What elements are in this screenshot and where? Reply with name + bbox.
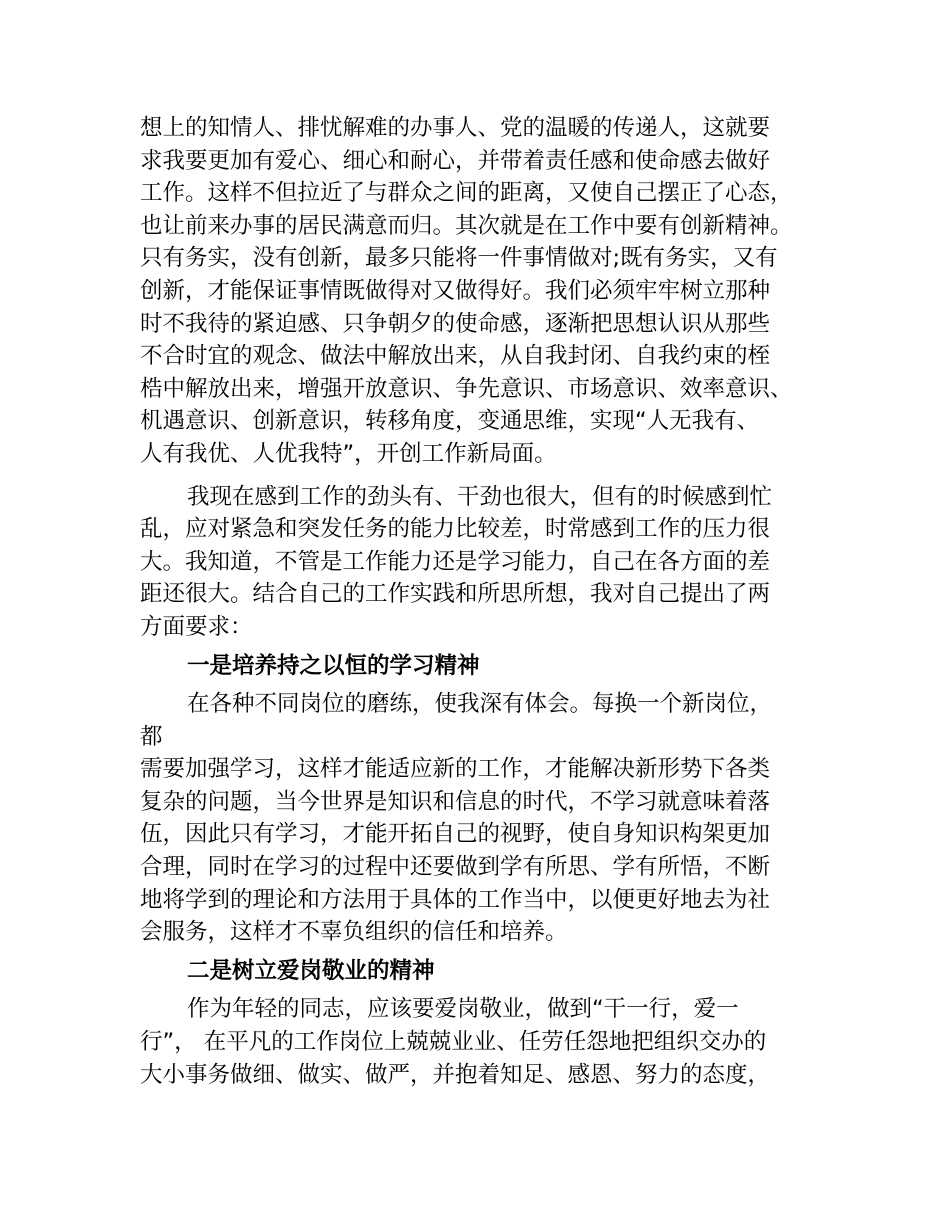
text-line: 合理，同时在学习的过程中还要做到学有所思、学有所悟，不断 xyxy=(140,854,771,881)
text-line: 只有务实，没有创新，最多只能将一件事情做对;既有务实，又有 xyxy=(140,245,778,272)
text-line: 会服务，这样才不辜负组织的信任和培养。 xyxy=(140,919,568,946)
paragraph-4 xyxy=(140,993,810,1091)
text-line: 创新，才能保证事情既做得对又做得好。我们必须牢牢树立那种 xyxy=(140,277,771,304)
text-line: 梏中解放出来，增强开放意识、争先意识、市场意识、效率意识、 xyxy=(140,375,793,402)
text-line: 需要加强学习，这样才能适应新的工作，才能解决新形势下各类 xyxy=(140,756,771,783)
text-line: 都 xyxy=(140,723,163,750)
text-line: 也让前来办事的居民满意而归。其次就是在工作中要有创新精神。 xyxy=(140,212,793,239)
text-line: 人有我优、人优我特”，开创工作新局面。 xyxy=(140,440,557,467)
text-line: 在各种不同岗位的磨练，使我深有体会。每换一个新岗位， xyxy=(187,691,773,718)
text-line: 求我要更加有爱心、细心和耐心，并带着责任感和使命感去做好 xyxy=(140,147,771,174)
text-line: 作为年轻的同志，应该要爱岗敬业，做到“干一行，爱一 xyxy=(187,996,739,1023)
section-heading-1: 一是培养持之以恒的学习精神 xyxy=(187,652,480,679)
text-line: 想上的知情人、排忧解难的办事人、党的温暖的传递人，这就要 xyxy=(140,115,771,141)
text-line: 不合时宜的观念、做法中解放出来，从自我封闭、自我约束的桎 xyxy=(140,343,771,370)
text-line: 大。我知道，不管是工作能力还是学习能力，自己在各方面的差 xyxy=(140,548,771,575)
text-line: 大小事务做细、做实、做严，并抱着知足、感恩、努力的态度， xyxy=(140,1061,771,1088)
text-line: 复杂的问题，当今世界是知识和信息的时代，不学习就意味着落 xyxy=(140,788,771,815)
paragraph-spacer xyxy=(140,471,810,481)
paragraph-2 xyxy=(140,481,810,644)
paragraph-3 xyxy=(140,688,810,949)
paragraph-1 xyxy=(140,112,810,471)
text-line: 工作。这样不但拉近了与群众之间的距离，又使自己摆正了心态， xyxy=(140,180,793,207)
text-line: 乱，应对紧急和突发任务的能力比较差，时常感到工作的压力很 xyxy=(140,516,771,543)
text-line: 行”， 在平凡的工作岗位上兢兢业业、任劳任怨地把组织交办的 xyxy=(140,1029,767,1056)
text-line: 地将学到的理论和方法用于具体的工作当中，以便更好地去为社 xyxy=(140,886,771,913)
text-line: 伍，因此只有学习，才能开拓自己的视野，使自身知识构架更加 xyxy=(140,821,771,848)
text-line: 我现在感到工作的劲头有、干劲也很大，但有的时候感到忙 xyxy=(187,483,773,510)
text-line: 距还很大。结合自己的工作实践和所思所想，我对自己提出了两 xyxy=(140,581,771,608)
document-body xyxy=(140,112,810,1091)
text-line: 方面要求： xyxy=(140,613,253,640)
section-heading-2: 二是树立爱岗敬业的精神 xyxy=(187,957,435,984)
text-line: 时不我待的紧迫感、只争朝夕的使命感，逐渐把思想认识从那些 xyxy=(140,310,771,337)
text-line: 机遇意识、创新意识，转移角度，变通思维，实现“人无我有、 xyxy=(140,408,760,435)
